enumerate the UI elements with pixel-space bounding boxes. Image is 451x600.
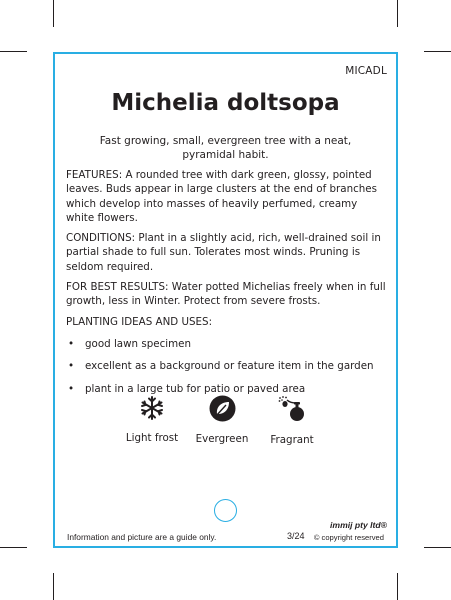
conditions-paragraph xyxy=(66,231,386,274)
evergreen-label: Evergreen xyxy=(195,433,249,445)
conditions-heading: CONDITIONS: xyxy=(66,232,136,245)
page-number: 3/24 xyxy=(287,531,305,541)
list-item: • plant in a large tub for patio or paved area xyxy=(66,382,386,396)
list-item: • good lawn specimen xyxy=(66,337,386,351)
brand-name: immij pty ltd® xyxy=(330,520,387,530)
leaf-icon xyxy=(209,395,236,422)
best-results-text: Water potted Michelias freely when in full growth, less in Winter. Protect from severe frosts. xyxy=(66,281,386,308)
snowflake-icon xyxy=(139,395,165,421)
perfume-icon xyxy=(278,395,306,423)
care-icons xyxy=(119,395,319,455)
list-item: • excellent as a background or feature item in the garden xyxy=(66,359,386,373)
product-code: MICADL xyxy=(345,65,387,77)
evergreen-item xyxy=(187,395,257,445)
crop-mark xyxy=(397,0,398,27)
plant-label xyxy=(53,52,398,548)
crop-mark xyxy=(0,547,27,548)
features-paragraph xyxy=(66,168,386,225)
features-text: A rounded tree with dark green, glossy, pointed leaves. Buds appear in large clusters at the end of branches which develop into masses of heavily perfumed, creamy white flowers. xyxy=(66,169,377,224)
registration-circle xyxy=(214,499,237,522)
light-frost-item xyxy=(117,395,187,444)
copyright-text: © copyright reserved xyxy=(313,533,384,542)
best-results-paragraph xyxy=(66,280,386,309)
light-frost-label: Light frost xyxy=(125,432,179,444)
conditions-text: Plant in a slightly acid, rich, well-drained soil in partial shade to full sun. Tolerates most winds. Pruning is seldom required. xyxy=(66,232,381,273)
fragrant-label: Fragrant xyxy=(270,434,314,446)
crop-mark xyxy=(0,51,27,52)
fragrant-item xyxy=(257,395,327,446)
plant-intro: Fast growing, small, evergreen tree with a neat, pyramidal habit. xyxy=(99,135,352,161)
disclaimer: Information and picture are a guide only. xyxy=(67,532,217,542)
uses-list xyxy=(66,337,386,396)
crop-mark xyxy=(53,573,54,600)
plant-title: Michelia doltsopa xyxy=(111,90,340,116)
features-heading: FEATURES: xyxy=(66,169,123,181)
uses-heading: PLANTING IDEAS AND USES: xyxy=(66,315,213,328)
crop-mark xyxy=(424,547,451,548)
crop-mark xyxy=(53,0,54,27)
crop-mark xyxy=(397,573,398,600)
plant-description xyxy=(66,168,386,404)
best-results-heading: FOR BEST RESULTS: xyxy=(66,281,169,294)
crop-mark xyxy=(424,51,451,52)
